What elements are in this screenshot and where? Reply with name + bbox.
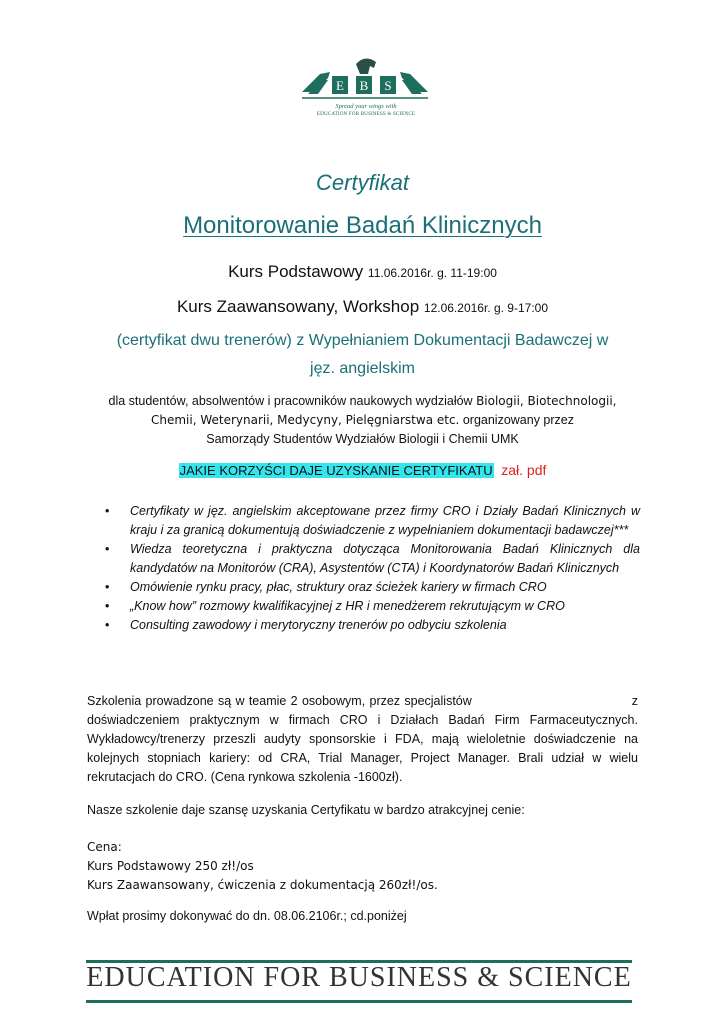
list-item: • Consulting zawodowy i merytoryczny trenerów po odbyciu szkolenia (105, 616, 640, 635)
basic-course-date: 11.06.2016r. g. 11-19:00 (367, 266, 497, 280)
price-basic: Kurs Podstawowy 250 zł!/os (87, 859, 254, 873)
footer-divider-bottom (86, 1000, 632, 1003)
certificate-heading: Certyfikat (316, 170, 409, 195)
footer-banner: EDUCATION FOR BUSINESS & SCIENCE (86, 962, 632, 993)
intro-organizers: Samorządy Studentów Wydziałów Biologii i Chemii UMK (206, 432, 519, 446)
attachment-pdf-link[interactable]: zał. pdf (501, 462, 547, 478)
intro-faculties-2: Chemii, Weterynarii, Medycyny, Pielęgniarstwa etc. (150, 413, 460, 427)
trainers-paragraph: Szkolenia prowadzone są w teamie 2 osobowym, przez specjalistów z doświadczeniem praktycznym w firmach CRO i Działach Badań Firm Farmaceutycznych. Wykładowcy/trenerzy przeszli audyty sponsorskie i FDA, mają wieloletnie doświadczenie na kolejnych stopniach kariery: od CRA, Trial Manager, Project Manager. Brali udział w wielu rekrutacjach do CRO. (Cena rynkowa szkolenia -1600zł). (87, 694, 642, 784)
bullet-icon: • (105, 580, 110, 594)
eagle-logo-icon (300, 54, 430, 104)
list-item: • Omówienie rynku pracy, płac, struktury oraz ścieżek kariery w firmach CRO (105, 578, 640, 597)
list-item: • Certyfikaty w jęz. angielskim akceptowane przez firmy CRO i Działy Badań Klinicznych w kraju i za granicą dokumentują doświadczenie z wypełnianiem dokumentacji badawczej*** (105, 504, 640, 537)
logo-letter-s: S (384, 78, 392, 93)
bullet-icon: • (105, 542, 110, 556)
intro-part-2: organizowany przez (459, 413, 575, 427)
course-title: Monitorowanie Badań Klinicznych (183, 212, 542, 239)
advanced-course-name: Kurs Zaawansowany, Workshop (176, 297, 420, 316)
benefits-list (105, 502, 640, 635)
logo-company: EDUCATION FOR BUSINESS & SCIENCE (316, 111, 416, 117)
price-section (87, 838, 647, 895)
list-item: • Wiedza teoretyczna i praktyczna dotycząca Monitorowania Badań Klinicznych dla kandydatów na Monitorów (CRA), Asystentów (CTA) i Koordynatorów Badań Klinicznych (105, 542, 640, 575)
bullet-icon: • (105, 599, 110, 613)
trainers-line-1: (certyfikat dwu trenerów) z Wypełnianiem Dokumentacji Badawczej w (116, 332, 609, 349)
offer-paragraph: Nasze szkolenie daje szansę uzyskania Certyfikatu w bardzo atrakcyjnej cenie: (87, 803, 525, 817)
benefits-heading (0, 462, 725, 478)
logo-tagline: Spread your wings with (335, 103, 397, 110)
list-item: • „Know how” rozmowy kwalifikacyjnej z HR i menedżerem rekrutującym w CRO (105, 597, 640, 616)
logo-letter-e: E (336, 78, 344, 93)
bullet-icon: • (105, 618, 110, 632)
payment-paragraph: Wpłat prosimy dokonywać do dn. 08.06.2106r.; cd.poniżej (87, 909, 407, 923)
basic-course-name: Kurs Podstawowy (228, 262, 364, 281)
bullet-icon: • (105, 504, 110, 518)
trainers-line-2: jęz. angielskim (310, 360, 415, 377)
advanced-course-line (0, 297, 725, 317)
intro-faculties-1: Biologii, Biotechnologii, (476, 394, 617, 408)
basic-course-line (0, 262, 725, 282)
advanced-course-date: 12.06.2016r. g. 9-17:00 (423, 301, 549, 315)
price-advanced: Kurs Zaawansowany, ćwiczenia z dokumentacją 260zł!/os. (87, 878, 438, 892)
intro-text (60, 392, 665, 449)
benefits-label: JAKIE KORZYŚCI DAJE UZYSKANIE CERTYFIKATU (179, 463, 493, 478)
logo-letter-b: B (359, 78, 369, 93)
intro-part-1: dla studentów, absolwentów i pracowników naukowych wydziałów (108, 394, 477, 408)
price-label: Cena: (87, 840, 122, 854)
